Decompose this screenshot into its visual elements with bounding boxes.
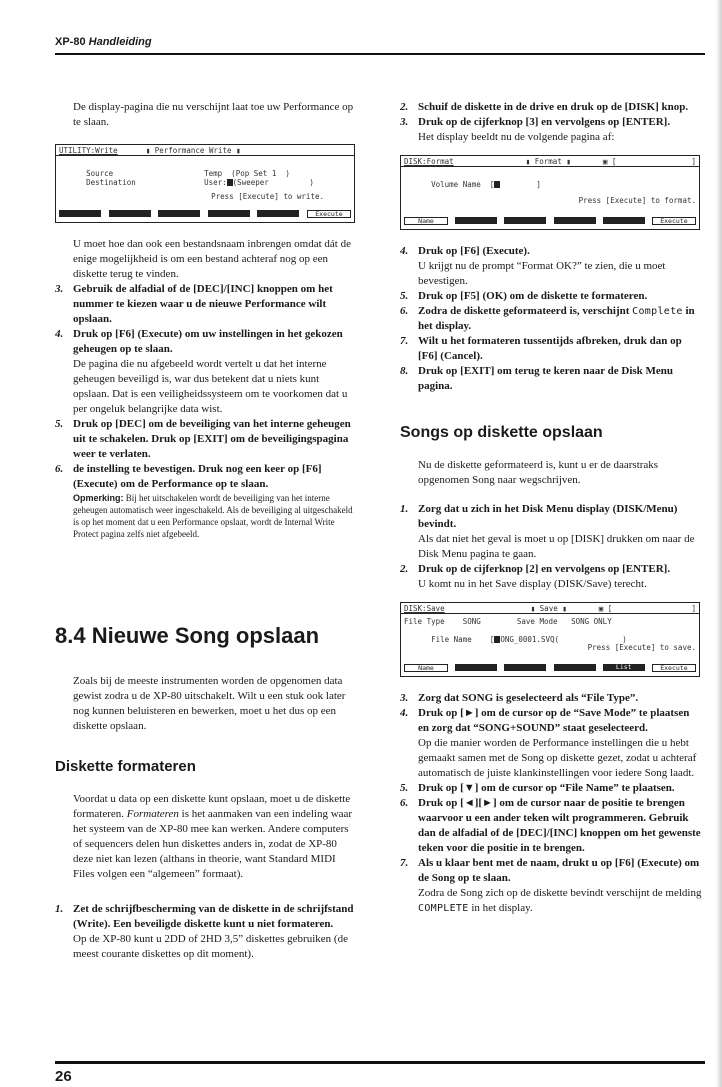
lcd-key-f5 xyxy=(603,217,645,224)
format-step-6: 6. Zodra de diskette geformateerd is, verschijnt Complete in het display. xyxy=(400,305,695,332)
save-step-2-body: U komt nu in het Save display (DISK/Save) terecht. xyxy=(418,578,647,590)
lcd-key-f4 xyxy=(208,210,250,217)
format-step-1-body: Op de XP-80 kunt u 2DD of 2HD 3,5” diskettes gebruiken (de meest courante diskettes op dit moment). xyxy=(73,933,348,960)
lcd1-source-label: Source xyxy=(86,169,114,178)
lcd1-user-prefix: User: xyxy=(204,178,227,187)
lcd3-title-a: DISK:Save xyxy=(404,603,445,613)
step-5: 5. Druk op [DEC] om de beveiliging van het interne geheugen uit te schakelen. Druk op [EXIT] om de beveiligingspagina weer te verlaten. xyxy=(55,418,351,460)
top-edge-strip xyxy=(0,0,722,6)
right-column xyxy=(400,100,702,916)
format-step-4: 4. Druk op [F6] (Execute). xyxy=(400,245,530,257)
lcd-text-complete: Complete xyxy=(632,306,683,317)
subheading-format: Diskette formateren xyxy=(55,758,196,775)
format-step-3-body: Het display beeldt nu de volgende pagina af: xyxy=(418,131,615,143)
intro-paragraph: De display-pagina die nu verschijnt laat toe uw Performance op te slaan. xyxy=(73,101,354,128)
lcd1-title-a: UTILITY:Write xyxy=(59,145,118,155)
lcd2-title-b: Format xyxy=(534,156,562,166)
save-step-3: 3. Zorg dat SONG is geselecteerd als “File Type”. xyxy=(400,692,639,704)
lcd1-function-keys xyxy=(56,209,354,220)
lcd-key-f5 xyxy=(257,210,299,217)
para-songs: Nu de diskette geformateerd is, kunt u er de daarstraks opgenomen Song naar wegschrijven. xyxy=(418,459,659,486)
lcd2-title-a: DISK:Format xyxy=(404,156,454,166)
lcd2-function-keys xyxy=(401,216,699,227)
lcd-key-f2 xyxy=(455,664,497,671)
lcd-key-execute: Execute xyxy=(652,664,696,672)
lcd1-title-b: Performance Write xyxy=(154,145,232,155)
footer-rule xyxy=(55,1061,705,1064)
header-section: Handleiding xyxy=(88,36,152,48)
step-4-body: De pagina die nu afgebeeld wordt vertelt u dat het interne geheugen beveiligd is, war dus betekent dat u niets kunt opslaan. Dat is een veiligheidssysteem om te voorkomen dat u per ongeluk belangrijke data wist. xyxy=(73,358,348,415)
note xyxy=(73,492,355,540)
left-column xyxy=(55,100,355,962)
header-model: XP-80 xyxy=(55,36,86,48)
section-heading-8-4: 8.4 Nieuwe Song opslaan xyxy=(55,623,320,648)
lcd3-title-b: Save xyxy=(539,603,558,613)
lcd3-hint: Press [Execute] to save. xyxy=(587,643,696,652)
save-step-1: 1. Zorg dat u zich in het Disk Menu display (DISK/Menu) bevindt. xyxy=(400,503,678,530)
lcd1-destination-label: Destination xyxy=(86,178,136,187)
format-step-1: 1. Zet de schrijfbescherming van de diskette in de schrijfstand (Write). Een beveiligde diskette kunt u niet formateren. xyxy=(55,903,354,930)
save-step-7-body: Zodra de Song zich op de diskette bevindt verschijnt de melding COMPLETE in het display. xyxy=(418,887,702,914)
lcd-disk-format: DISK:Format ▮ Format ▮ ▣ [ ] Volume Name [ ] Press [Execute] to format. Name Execute xyxy=(400,155,700,230)
save-step-4-body: Op die manier worden de Performance instellingen die u hebt gemaakt samen met de Song op diskette gezet, zodat u achteraf automatisch de juiste klankinstellingen voor iedere Song laadt. xyxy=(418,737,697,779)
lcd-key-name: Name xyxy=(404,664,448,672)
lcd-key-f3 xyxy=(158,210,200,217)
lcd1-destination-value: (Sweeper ) xyxy=(232,178,314,187)
save-step-4: 4. Druk op [►] om de cursor op de “Save Mode” te plaatsen en zorg dat “SONG+SOUND” staat geselecteerd. xyxy=(400,707,690,734)
format-step-7: 7. Wilt u het formateren tussentijds afbreken, druk dan op [F6] (Cancel). xyxy=(400,335,682,362)
para-format: Voordat u data op een diskette kunt opslaan, moet u de diskette formateren. Formateren is het aanmaken van een indeling waar het systeem van de XP-80 mee kan werken. Andere computers of sequencers delen hun diskettes anders in, zodat de XP-80 deze niet kan lezen (althans in theorie, want Standard MIDI Files volgen een “algemeen” formaat). xyxy=(73,793,353,880)
lcd2-volume-label: Volume Name [ xyxy=(431,180,495,189)
format-step-2: 2. Schuif de diskette in de drive en druk op de [DISK] knop. xyxy=(400,101,689,113)
save-step-2: 2. Druk op de cijferknop [2] en vervolgens op [ENTER]. xyxy=(400,563,671,575)
lcd2-hint: Press [Execute] to format. xyxy=(578,196,696,205)
lcd-key-f3 xyxy=(504,664,546,671)
lcd-key-list: List xyxy=(603,664,645,671)
step-6: 6. de instelling te bevestigen. Druk nog een keer op [F6] (Execute) om de Performance op te slaan. xyxy=(55,463,322,490)
lcd1-source-value: Temp (Pop Set 1 ) xyxy=(204,169,290,178)
save-step-1-body: Als dat niet het geval is moet u op [DISK] drukken om naar de Disk Menu pagina te gaan. xyxy=(418,533,695,560)
note-text: Bij het uitschakelen wordt de beveiliging van het interne geheugen automatisch weer ingeschakeld. Als de beveiliging al uitgeschakeld is op het moment dat u een Performance opslaat, wordt de Internal Write Protect pagina zelfs niet afgebeeld. xyxy=(73,493,353,539)
page-edge-shadow xyxy=(716,0,722,1087)
lcd3-file-name-label: File Name [ xyxy=(431,635,495,644)
lcd-key-f2 xyxy=(455,217,497,224)
step-3: 3. Gebruik de alfadial of de [DEC]/[INC] knoppen om het nummer te kiezen waar u de nieuwe Performance wilt opslaan. xyxy=(55,283,333,325)
lcd-key-f1 xyxy=(59,210,101,217)
format-step-4-body: U krijgt nu de prompt “Format OK?” te zien, die u moet bevestigen. xyxy=(418,260,666,287)
lcd3-function-keys xyxy=(401,663,699,674)
note-label: Opmerking: xyxy=(73,493,124,503)
lcd-key-execute: Execute xyxy=(307,210,351,218)
lcd3-file-name-value: ONG_0001.SVQ( ) xyxy=(500,635,627,644)
format-step-8: 8. Druk op [EXIT] om terug te keren naar de Disk Menu pagina. xyxy=(400,365,674,392)
lcd-disk-save: DISK:Save ▮ Save ▮ ▣ [ ] File Type SONG Save Mode SONG ONLY File Name [ ONG_0001.SVQ( ) Press [Execute] to save. Name List Execute xyxy=(400,602,700,677)
para-8-4: Zoals bij de meeste instrumenten worden de opgenomen data gewist zodra u de XP-80 uitschakelt. Wilt u een stuk ook later nog kunnen beluisteren en bewerken, moet u het dus op een diskette opslaan. xyxy=(73,675,346,732)
lcd-key-f4 xyxy=(554,664,596,671)
save-step-5: 5. Druk op [▼] om de cursor op “File Name” te plaatsen. xyxy=(400,782,675,794)
running-header xyxy=(55,36,152,48)
save-step-6: 6. Druk op [◄][►] om de cursor naar de positie te brengen waarvoor u een ander teken wilt programmeren. Gebruik dan de alfadial of de [DEC]/[INC] knoppen om het gewenste teken voor die positie in te brengen. xyxy=(400,797,701,854)
header-rule xyxy=(55,53,705,55)
page-number: 26 xyxy=(55,1068,72,1085)
format-step-5: 5. Druk op [F5] (OK) om de diskette te formateren. xyxy=(400,290,648,302)
lcd1-hint: Press [Execute] to write. xyxy=(211,192,324,201)
lcd-key-f2 xyxy=(109,210,151,217)
lcd-performance-write: UTILITY:Write ▮ Performance Write ▮ Source Temp (Pop Set 1 ) Destination User: (Sweeper ) Press [Execute] to write. Execute xyxy=(55,144,355,223)
lcd-key-name: Name xyxy=(404,217,448,225)
lcd-key-f4 xyxy=(554,217,596,224)
format-step-3: 3. Druk op de cijferknop [3] en vervolgens op [ENTER]. xyxy=(400,116,671,128)
step-4: 4. Druk op [F6] (Execute) om uw instellingen in het gekozen geheugen op te slaan. xyxy=(55,328,343,355)
para-filename: U moet hoe dan ook een bestandsnaam inbrengen omdat dát de enige mogelijkheid is om een bestand achteraf nog op een diskette terug te vinden. xyxy=(73,238,351,280)
lcd-key-f3 xyxy=(504,217,546,224)
subheading-songs: Songs op diskette opslaan xyxy=(400,424,603,441)
lcd-text-complete: COMPLETE xyxy=(418,903,469,914)
lcd3-file-type-row: File Type SONG Save Mode SONG ONLY xyxy=(404,617,612,626)
save-step-7: 7. Als u klaar bent met de naam, drukt u op [F6] (Execute) om de Song op te slaan. xyxy=(400,857,700,884)
lcd-key-execute: Execute xyxy=(652,217,696,225)
